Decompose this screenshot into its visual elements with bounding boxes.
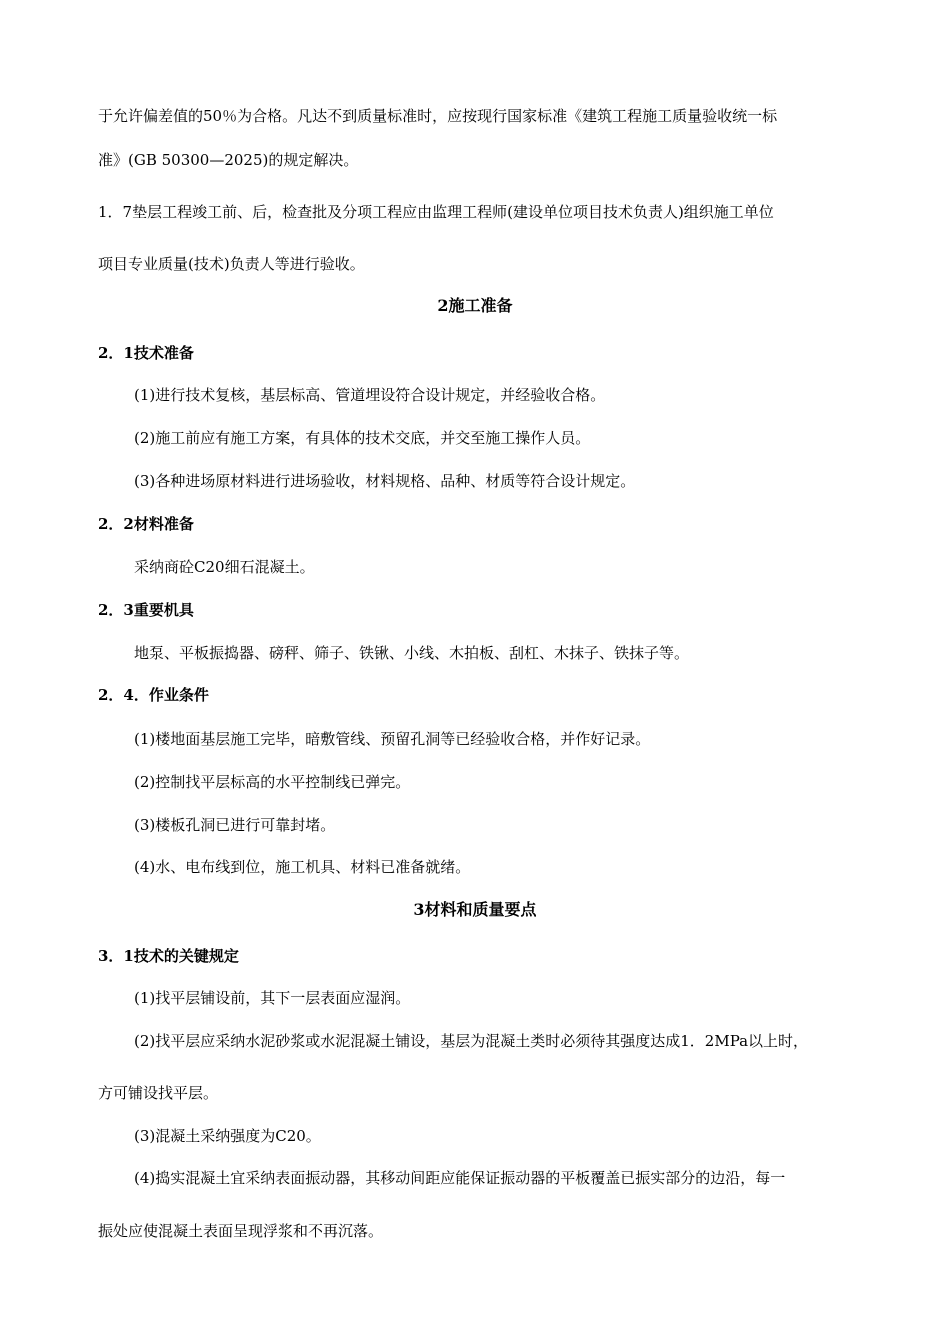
- list-item: (2)施工前应有施工方案，有具体的技术交底，并交至施工操作人员。: [134, 429, 591, 447]
- list-item: (1)找平层铺设前，其下一层表面应湿润。: [134, 989, 411, 1007]
- paragraph-line: 地泵、平板振捣器、磅秤、筛子、铁锹、小线、木拍板、刮杠、木抹子、铁抹子等。: [134, 644, 690, 662]
- subsection-heading: 2．3重要机具: [98, 601, 194, 619]
- list-item: (3)混凝土采纳强度为C20。: [134, 1127, 321, 1145]
- paragraph-line: 准》(GB 50300—2025)的规定解决。: [98, 151, 359, 169]
- section-title: 3材料和质量要点: [413, 900, 537, 919]
- paragraph-line: 项目专业质量(技术)负责人等进行验收。: [98, 255, 365, 273]
- paragraph-line: 方可铺设找平层。: [98, 1084, 219, 1102]
- list-item: (1)进行技术复核，基层标高、管道埋设符合设计规定，并经验收合格。: [134, 386, 606, 404]
- subsection-heading: 2．4．作业条件: [98, 686, 209, 704]
- subsection-heading: 2．2材料准备: [98, 515, 194, 533]
- list-item: (1)楼地面基层施工完毕，暗敷管线、预留孔洞等已经验收合格，并作好记录。: [134, 730, 651, 748]
- list-item: (3)各种进场原材料进行进场验收，材料规格、品种、材质等符合设计规定。: [134, 472, 636, 490]
- subsection-heading: 2．1技术准备: [98, 344, 194, 362]
- list-item: (2)找平层应采纳水泥砂浆或水泥混凝土铺设，基层为混凝土类时必须待其强度达成1．2MPa以上时，: [134, 1032, 809, 1050]
- paragraph-line: 振处应使混凝土表面呈现浮浆和不再沉落。: [98, 1222, 384, 1240]
- subsection-heading: 3．1技术的关键规定: [98, 947, 239, 965]
- paragraph-line: 采纳商砼C20细石混凝土。: [134, 558, 315, 576]
- paragraph-line: 于允许偏差值的50％为合格。凡达不到质量标准时，应按现行国家标准《建筑工程施工质量验收统一标: [98, 107, 778, 125]
- list-item: (3)楼板孔洞已进行可靠封堵。: [134, 816, 336, 834]
- list-item: (4)水、电布线到位，施工机具、材料已准备就绪。: [134, 858, 471, 876]
- list-item: (4)捣实混凝土宜采纳表面振动器，其移动间距应能保证振动器的平板覆盖已振实部分的边沿，每一: [134, 1169, 786, 1187]
- section-title: 2施工准备: [437, 296, 513, 315]
- list-item: (2)控制找平层标高的水平控制线已弹完。: [134, 773, 411, 791]
- paragraph-line: 1．7垫层工程竣工前、后，检查批及分项工程应由监理工程师(建设单位项目技术负责人)组织施工单位: [98, 203, 774, 221]
